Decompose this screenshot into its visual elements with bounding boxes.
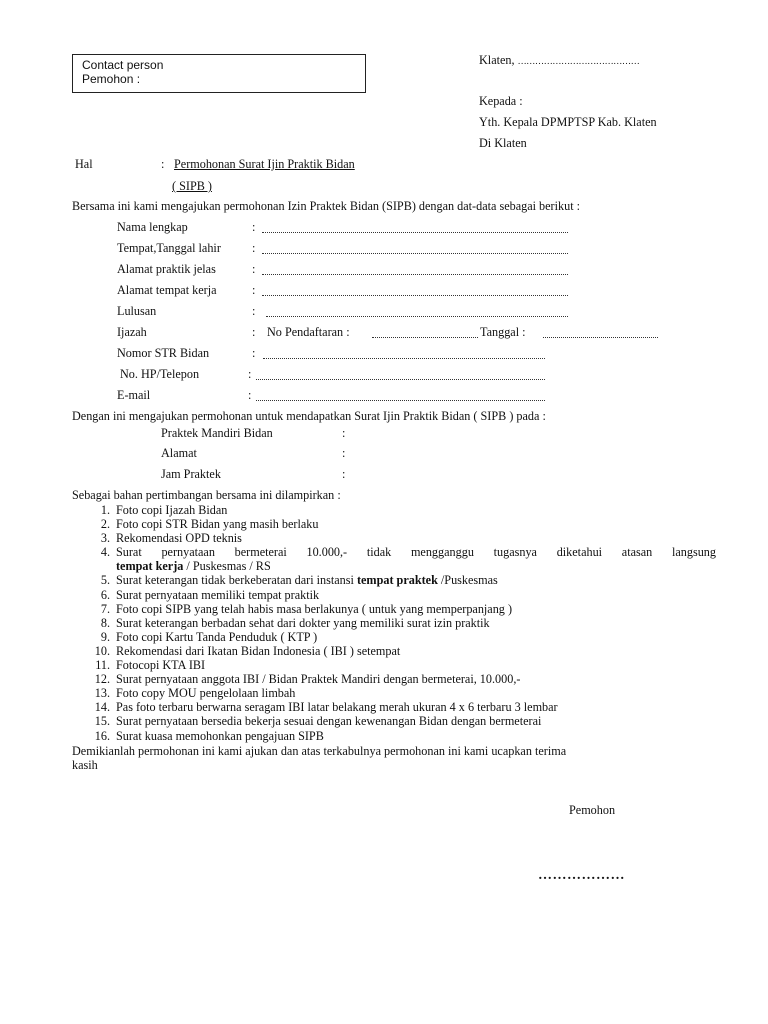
practice-field-label: Praktek Mandiri Bidan — [161, 426, 273, 440]
field-colon: : — [252, 283, 256, 297]
field-fill-line — [262, 253, 568, 254]
place-label: Klaten, — [479, 53, 515, 67]
list-item: 5. Surat keterangan tidak berkeberatan dari instansi tempat praktek /Puskesmas — [100, 573, 498, 588]
list-item: 4. Surat pernyataan bermeterai 10.000,- tidak mengganggu tugasnya diketahui atasan langsung tempat kerja / Puskesmas / RS — [100, 545, 716, 574]
list-item: 9. Foto copi Kartu Tanda Penduduk ( KTP ) — [100, 629, 318, 644]
field-label: Nomor STR Bidan — [117, 346, 210, 360]
field-fill-line — [256, 400, 545, 401]
contact-person-box — [72, 54, 366, 93]
field-fill-line — [256, 379, 545, 380]
recipient-yth: Yth. Kepala DPMPTSP Kab. Klaten — [479, 115, 657, 129]
signature-dots: ……………… — [538, 868, 625, 883]
subject-label: Hal — [75, 157, 93, 171]
field-colon: : — [248, 388, 252, 402]
field-colon: : — [252, 346, 256, 360]
practice-field-label: Jam Praktek — [161, 467, 221, 481]
practice-field-colon: : — [342, 467, 346, 481]
closing-line-2: kasih — [72, 758, 98, 772]
list-item: 16. Surat kuasa memohonkan pengajuan SIPB — [94, 728, 324, 743]
list-item: 3. Rekomendasi OPD teknis — [100, 531, 242, 546]
practice-field-label: Alamat — [161, 446, 197, 460]
field-colon: : — [248, 367, 252, 381]
date-dots: …………………………………… — [517, 56, 640, 66]
field-label: Alamat praktik jelas — [117, 262, 216, 276]
field-fill-line — [262, 274, 568, 275]
attachments-intro: Sebagai bahan pertimbangan bersama ini dilampirkan : — [72, 488, 341, 502]
field-fill-line — [262, 232, 568, 233]
list-item: 8. Surat keterangan berbadan sehat dari dokter yang memiliki surat izin praktik — [100, 615, 490, 630]
list-item: 11. Fotocopi KTA IBI — [95, 658, 206, 673]
no-pendaftaran-label: No Pendaftaran : — [267, 325, 350, 339]
field-colon: : — [252, 262, 256, 276]
list-item: 13. Foto copy MOU pengelolaan limbah — [94, 686, 296, 701]
recipient-di: Di Klaten — [479, 136, 527, 150]
list-item: 2. Foto copi STR Bidan yang masih berlaku — [100, 517, 319, 532]
intro-paragraph: Bersama ini kami mengajukan permohonan Izin Praktek Bidan (SIPB) dengan dat-data sebagai berikut : — [72, 199, 581, 213]
field-label: Nama lengkap — [117, 220, 188, 234]
list-item: 14. Pas foto terbaru berwarna seragam IBI latar belakang merah ukuran 4 x 6 terbaru 3 lembar — [94, 700, 558, 715]
field-label: Ijazah — [117, 325, 147, 339]
field-colon: : — [252, 325, 256, 339]
field-fill-line — [266, 316, 568, 317]
field-label: No. HP/Telepon — [120, 367, 200, 381]
list-item: 10. Rekomendasi dari Ikatan Bidan Indonesia ( IBI ) setempat — [94, 643, 401, 658]
contact-person-label: Contact person — [82, 58, 164, 72]
field-colon: : — [252, 220, 256, 234]
tanggal-label: Tanggal : — [480, 325, 526, 339]
field-fill-line — [263, 358, 545, 359]
list-item: 15. Surat pernyataan bersedia bekerja sesuai dengan kewenangan Bidan dengan bermeterai — [94, 714, 542, 729]
recipient-kepada: Kepada : — [479, 94, 523, 108]
place-date — [479, 53, 639, 68]
list-item: 1. Foto copi Ijazah Bidan — [100, 503, 228, 517]
field-label: Tempat,Tanggal lahir — [117, 241, 221, 255]
list-item: 12. Surat pernyataan anggota IBI / Bidan Praktek Mandiri dengan bermeterai, 10.000,- — [94, 672, 521, 687]
practice-intro: Dengan ini mengajukan permohonan untuk mendapatkan Surat Ijin Praktik Bidan ( SIPB ) pada : — [72, 409, 546, 423]
subject-line2: ( SIPB ) — [172, 179, 212, 193]
field-colon: : — [252, 241, 256, 255]
subject-colon: : — [161, 157, 165, 171]
field-colon: : — [252, 304, 256, 318]
closing-line-1: Demikianlah permohonan ini kami ajukan dan atas terkabulnya permohonan ini kami ucapkan terima — [72, 744, 567, 758]
list-item: 6. Surat pernyataan memiliki tempat praktik — [100, 587, 320, 602]
list-item: 7. Foto copi SIPB yang telah habis masa berlakunya ( untuk yang memperpanjang ) — [100, 601, 513, 616]
subject-line1: Permohonan Surat Ijin Praktik Bidan — [174, 157, 355, 171]
field-label: E-mail — [117, 388, 151, 402]
field-label: Alamat tempat kerja — [117, 283, 217, 297]
practice-field-colon: : — [342, 426, 346, 440]
field-fill-line — [372, 337, 478, 338]
signature-label: Pemohon — [569, 803, 616, 817]
field-fill-line — [543, 337, 658, 338]
attachments-list — [72, 503, 716, 743]
pemohon-label: Pemohon : — [82, 72, 141, 86]
field-fill-line — [262, 295, 568, 296]
practice-field-colon: : — [342, 446, 346, 460]
field-label: Lulusan — [117, 304, 157, 318]
